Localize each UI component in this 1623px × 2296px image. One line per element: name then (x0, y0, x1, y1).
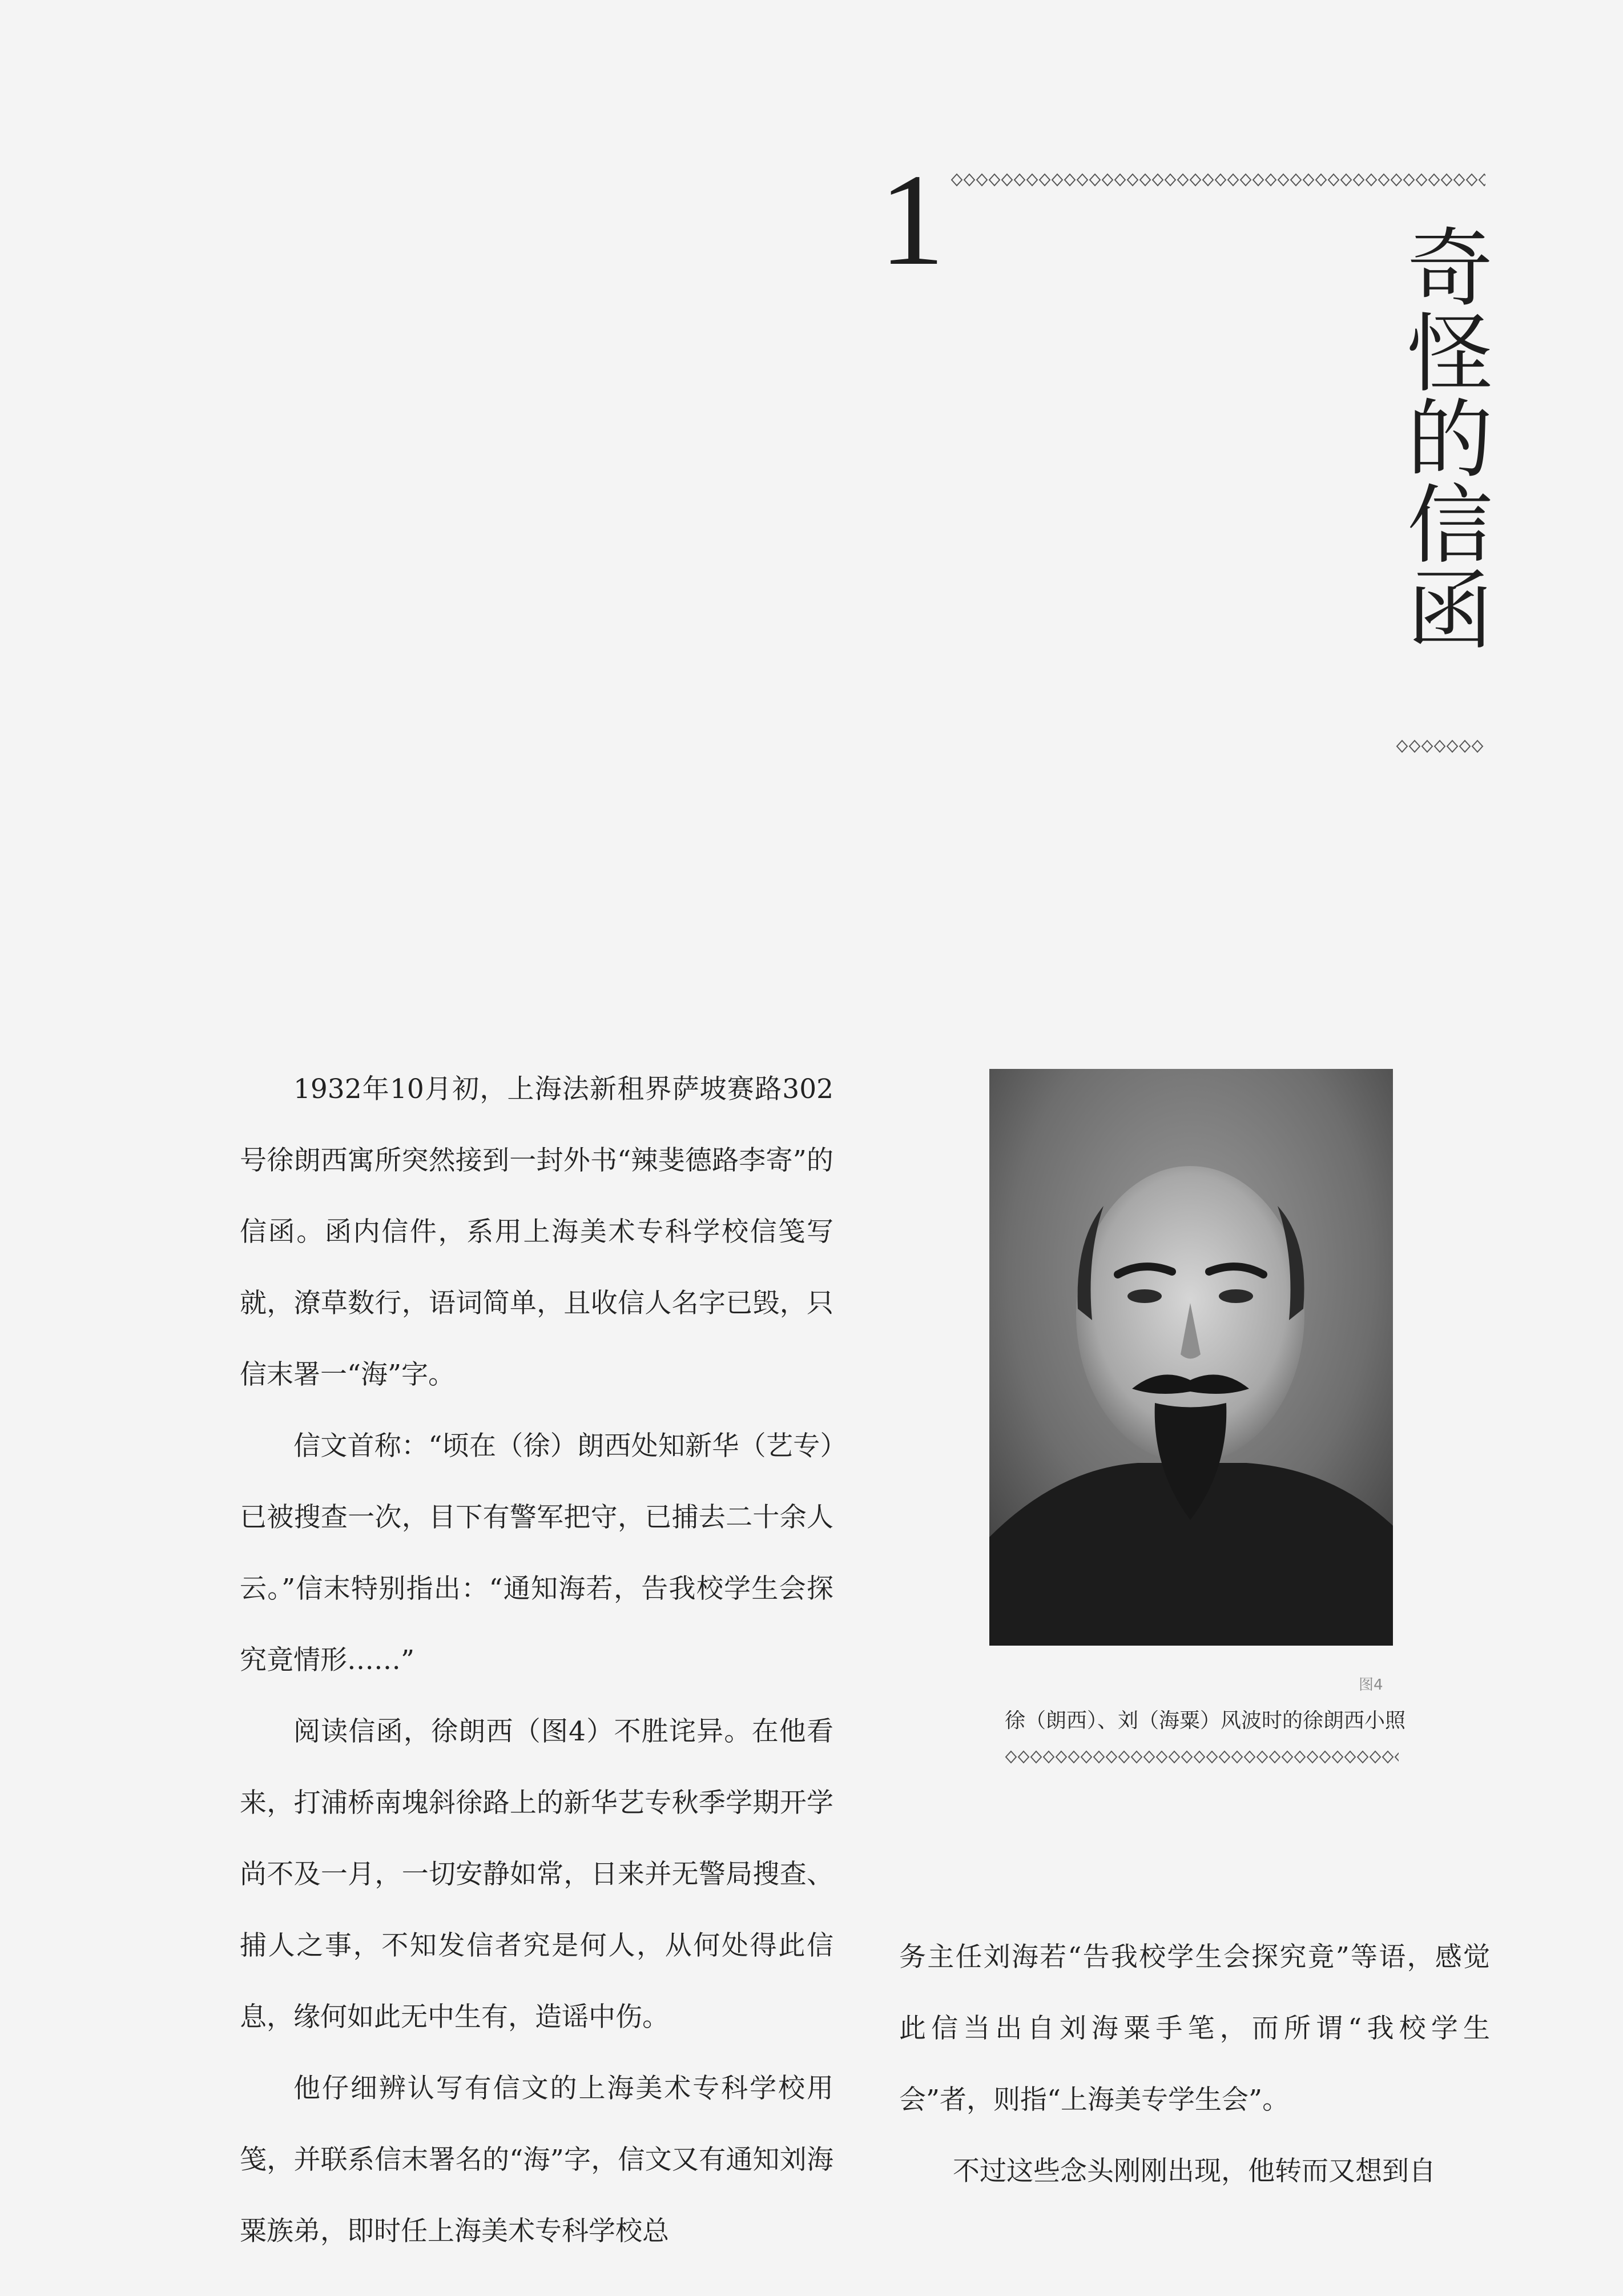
paragraph: 阅读信函，徐朗西（图4）不胜诧异。在他看来，打浦桥南塊斜徐路上的新华艺专秋季学期开学尚不及一月，一切安静如常，日来并无警局搜查、捕人之事，不知发信者究是何人，从何处得此信息，缘何如此无中生有，造谣中伤。 (240, 1716, 833, 2033)
caption-diamond-border (1005, 1750, 1399, 1764)
chapter-number: 1 (879, 147, 945, 292)
paragraph: 1932年10月初，上海法新租界萨坡赛路302号徐朗西寓所突然接到一封外书“辣斐德路李寄”的信函。函内信件，系用上海美术专科学校信笺写就，潦草数行，语词简单，且收信人名字已毁，只信末署一“海”字。 (240, 1073, 833, 1390)
figure-caption: 徐（朗西）、刘（海粟）风波时的徐朗西小照 (1005, 1709, 1406, 1732)
title-diamond-border (1396, 739, 1484, 753)
portrait-photo (989, 1069, 1393, 1646)
paragraph: 他仔细辨认写有信文的上海美术专科学校用笺，并联系信末署名的“海”字，信文又有通知刘海粟族弟，即时任上海美术专科学校总 (240, 2073, 833, 2247)
paragraph: 信文首称：“顷在（徐）朗西处知新华（艺专）已被搜查一次，目下有警军把守，已捕去二十余人云。”信末特别指出：“通知海若，告我校学生会探究竟情形……” (240, 1430, 833, 1676)
body-text-left-column (240, 1053, 833, 2267)
chapter-title: 奇怪的信函 (1392, 223, 1492, 651)
paragraph: 务主任刘海若“告我校学生会探究竟”等语，感觉此信当出自刘海粟手笔，而所谓“我校学生会”者，则指“上海美专学生会”。 (899, 1941, 1490, 2116)
figure-label: 图4 (1359, 1676, 1383, 1694)
paragraph: 不过这些念头刚刚出现，他转而又想到自 (953, 2156, 1436, 2187)
body-text-right-column (899, 1921, 1490, 2207)
top-diamond-border (951, 173, 1485, 187)
